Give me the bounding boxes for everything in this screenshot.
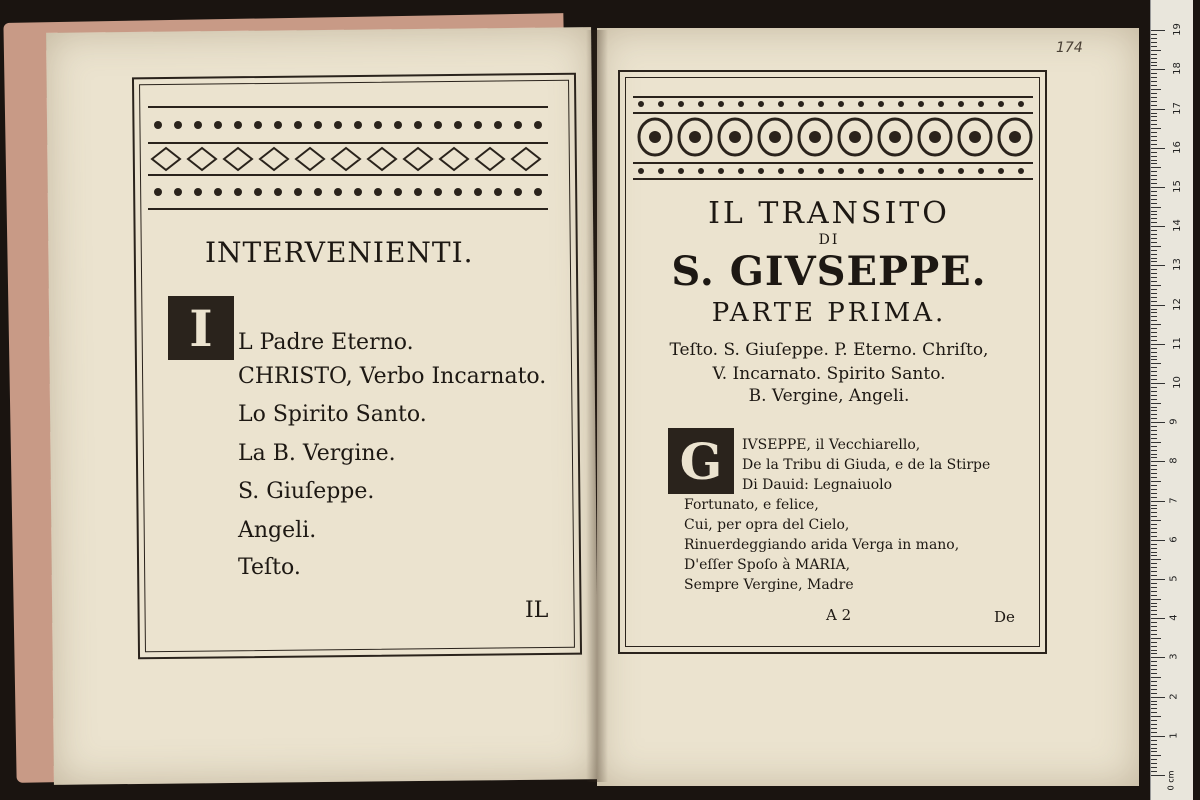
ruler-tick — [1151, 285, 1161, 286]
ruler-tick — [1151, 689, 1157, 690]
ruler-tick — [1151, 336, 1157, 337]
ruler-tick — [1151, 277, 1157, 278]
ruler-tick — [1151, 399, 1157, 400]
ruler-tick — [1151, 332, 1157, 333]
ruler-tick — [1151, 559, 1161, 560]
ruler-tick — [1151, 352, 1157, 353]
ruler-tick — [1151, 54, 1157, 55]
ruler-tick — [1151, 265, 1165, 266]
ruler-tick — [1151, 587, 1157, 588]
title-line-3: S. GIVSEPPE. — [671, 248, 987, 295]
ruler-tick — [1151, 113, 1157, 114]
verse-line: IVSEPPE, il Vecchiarello, — [742, 437, 921, 453]
ruler-number: 15 — [1171, 180, 1183, 193]
ruler-number: 5 — [1168, 575, 1180, 582]
ruler-tick — [1151, 442, 1161, 443]
ruler-tick — [1151, 485, 1157, 486]
ruler-number: 7 — [1168, 496, 1180, 504]
ruler-tick — [1151, 312, 1157, 313]
ruler-tick — [1151, 775, 1165, 776]
ruler-tick — [1151, 371, 1157, 372]
ruler-tick — [1151, 489, 1157, 490]
verse-line: De la Tribu di Giuda, e de la Stirpe — [742, 457, 991, 473]
ruler-tick — [1151, 58, 1157, 59]
ruler-tick — [1151, 638, 1161, 639]
ruler-tick — [1151, 93, 1157, 94]
ruler-tick — [1151, 712, 1157, 713]
ruler-tick — [1151, 610, 1157, 611]
ruler-tick — [1151, 508, 1157, 509]
ruler-tick — [1151, 555, 1157, 556]
ruler-tick — [1151, 214, 1157, 215]
ruler-tick — [1151, 50, 1161, 51]
ruler-tick — [1151, 42, 1157, 43]
ruler-tick — [1151, 140, 1157, 141]
ruler-tick — [1151, 426, 1157, 427]
ruler-tick — [1151, 207, 1161, 208]
ruler-tick — [1151, 634, 1157, 635]
verse-line: Sempre Vergine, Madre — [684, 577, 854, 593]
ruler-tick — [1151, 89, 1161, 90]
ruler-tick — [1151, 195, 1157, 196]
ruler-tick — [1151, 540, 1165, 541]
ruler-tick — [1151, 673, 1157, 674]
ruler-tick — [1151, 744, 1157, 745]
ruler-tick — [1151, 520, 1161, 521]
ruler-tick — [1151, 30, 1165, 31]
ruler-tick — [1151, 724, 1157, 725]
cast-list-item: CHRISTO, Verbo Incarnato. — [238, 364, 547, 389]
verse-line: Di Dauid: Legnaiuolo — [742, 477, 893, 493]
ruler-tick — [1151, 763, 1157, 764]
cast-list-item: Lo Spirito Santo. — [238, 402, 427, 427]
ruler-tick — [1151, 414, 1157, 415]
ruler-tick — [1151, 516, 1157, 517]
title-line-4: PARTE PRIMA. — [711, 298, 947, 328]
ruler-tick — [1151, 418, 1157, 419]
right-catchword: De — [994, 608, 1015, 626]
ruler-tick — [1151, 642, 1157, 643]
folio-number: 174 — [1056, 40, 1083, 56]
ruler-tick — [1151, 340, 1157, 341]
scene-cast-line-3: B. Vergine, Angeli. — [748, 386, 910, 406]
ruler-tick — [1151, 571, 1157, 572]
ruler-tick — [1151, 297, 1157, 298]
ruler-tick — [1151, 422, 1165, 423]
ruler-tick — [1151, 81, 1157, 82]
ruler-tick — [1151, 324, 1161, 325]
ruler-tick — [1151, 273, 1157, 274]
book-gutter — [586, 30, 608, 782]
ruler-tick — [1151, 183, 1157, 184]
ruler-tick — [1151, 457, 1157, 458]
ruler-tick — [1151, 356, 1157, 357]
ruler-number: 4 — [1168, 614, 1180, 621]
left-ornament-band — [148, 98, 548, 214]
ruler-tick — [1151, 379, 1157, 380]
ruler-tick — [1151, 116, 1157, 117]
ruler-tick — [1151, 465, 1157, 466]
title-line-1: IL TRANSITO — [708, 196, 950, 231]
ruler-tick — [1151, 38, 1157, 39]
ruler-number: 1 — [1168, 732, 1180, 739]
ruler-number: 18 — [1171, 62, 1183, 76]
ruler-tick — [1151, 97, 1157, 98]
ruler-tick — [1151, 363, 1161, 364]
ruler-tick — [1151, 736, 1165, 737]
ruler-tick — [1151, 230, 1157, 231]
ruler-number: 13 — [1171, 258, 1183, 272]
cast-list-item: S. Giuſeppe. — [238, 479, 375, 504]
ruler-tick — [1151, 481, 1161, 482]
ruler-tick — [1151, 461, 1165, 462]
ruler-tick — [1151, 301, 1157, 302]
ruler-tick — [1151, 281, 1157, 282]
ruler-tick — [1151, 501, 1165, 502]
ruler-number: 8 — [1168, 457, 1180, 465]
ruler-tick — [1151, 105, 1157, 106]
ruler-tick — [1151, 438, 1157, 439]
ruler-tick — [1151, 473, 1157, 474]
ruler-tick — [1151, 258, 1157, 259]
scene-cast-line-2: V. Incarnato. Spirito Santo. — [712, 364, 946, 384]
ruler-tick — [1151, 179, 1157, 180]
ruler-tick — [1151, 748, 1157, 749]
ruler-tick — [1151, 62, 1157, 63]
ruler-tick — [1151, 548, 1157, 549]
right-drop-cap: G — [668, 428, 734, 494]
ruler-tick — [1151, 704, 1157, 705]
ruler-tick — [1151, 693, 1157, 694]
ruler-tick — [1151, 677, 1161, 678]
ruler-tick — [1151, 191, 1157, 192]
ruler-tick — [1151, 446, 1157, 447]
ruler-tick — [1151, 171, 1157, 172]
ruler-tick — [1151, 152, 1157, 153]
ruler-tick — [1151, 661, 1157, 662]
verse-line: Fortunato, e felice, — [684, 497, 819, 513]
ruler-tick — [1151, 567, 1157, 568]
ruler-tick — [1151, 720, 1157, 721]
cast-list-item: Angeli. — [238, 518, 317, 543]
ruler-tick — [1151, 144, 1157, 145]
ruler-number: 9 — [1168, 418, 1180, 425]
title-line-2: DI — [818, 232, 840, 248]
ruler-tick — [1151, 728, 1157, 729]
ruler-tick — [1151, 563, 1157, 564]
ruler-tick — [1151, 434, 1157, 435]
ruler-tick — [1151, 732, 1157, 733]
ruler-tick — [1151, 46, 1157, 47]
ruler-tick — [1151, 630, 1157, 631]
ruler-tick — [1151, 685, 1157, 686]
ruler-tick — [1151, 759, 1157, 760]
ruler-tick — [1151, 583, 1157, 584]
ruler-tick — [1151, 391, 1157, 392]
ruler-tick — [1151, 238, 1157, 239]
ruler-tick — [1151, 359, 1157, 360]
ruler-tick — [1151, 536, 1157, 537]
ruler-tick — [1151, 226, 1165, 227]
verse-line: D'eſſer Spoſo à MARIA, — [684, 557, 851, 573]
ruler-tick — [1151, 269, 1157, 270]
cast-list-item: L Padre Eterno. — [238, 330, 414, 355]
ruler-tick — [1151, 367, 1157, 368]
scene-cast-line-1: Teſto. S. Giuſeppe. P. Eterno. Chriſto, — [669, 340, 989, 360]
ruler-tick — [1151, 740, 1157, 741]
ruler-number: 14 — [1171, 219, 1183, 233]
ruler-tick — [1151, 646, 1157, 647]
ruler-tick — [1151, 603, 1157, 604]
ruler-tick — [1151, 160, 1157, 161]
ruler-tick — [1151, 175, 1157, 176]
ruler-tick — [1151, 505, 1157, 506]
ruler-number: 12 — [1171, 297, 1183, 311]
ruler-tick — [1151, 771, 1157, 772]
ruler-tick — [1151, 375, 1157, 376]
ruler-tick — [1151, 410, 1157, 411]
ruler-tick — [1151, 653, 1157, 654]
verse-line: Rinuerdeggiando arida Verga in mano, — [684, 537, 960, 553]
ruler-tick — [1151, 246, 1161, 247]
ruler-tick — [1151, 497, 1157, 498]
ruler-tick — [1151, 395, 1157, 396]
ruler-tick — [1151, 599, 1161, 600]
ruler-tick — [1151, 85, 1157, 86]
ruler-tick — [1151, 622, 1157, 623]
ruler-tick — [1151, 293, 1157, 294]
ruler-tick — [1151, 430, 1157, 431]
ruler-tick — [1151, 450, 1157, 451]
ruler-number: 10 — [1171, 376, 1183, 389]
ruler-tick — [1151, 626, 1157, 627]
ruler-tick — [1151, 579, 1165, 580]
ruler-tick — [1151, 383, 1165, 384]
signature-mark: A 2 — [826, 606, 852, 624]
ruler-tick — [1151, 73, 1157, 74]
ruler-unit-label: 0 cm — [1166, 770, 1176, 791]
ruler-tick — [1151, 69, 1165, 70]
ruler-tick — [1151, 187, 1165, 188]
ruler-tick — [1151, 669, 1157, 670]
ruler-tick — [1151, 34, 1157, 35]
ruler-tick — [1151, 163, 1157, 164]
ruler-tick — [1151, 524, 1157, 525]
ruler-tick — [1151, 469, 1157, 470]
ruler-tick — [1151, 289, 1157, 290]
ruler-tick — [1151, 650, 1157, 651]
ruler-tick — [1151, 199, 1157, 200]
ruler-tick — [1151, 218, 1157, 219]
verse-line: Cui, per opra del Cielo, — [684, 517, 850, 533]
ruler-tick — [1151, 716, 1161, 717]
ruler-tick — [1151, 701, 1157, 702]
ruler-tick — [1151, 657, 1165, 658]
ruler-tick — [1151, 614, 1157, 615]
left-drop-cap: I — [168, 296, 234, 360]
ruler-tick — [1151, 387, 1157, 388]
ruler-tick — [1151, 211, 1157, 212]
ruler-tick — [1151, 328, 1157, 329]
ruler-number: 11 — [1171, 336, 1183, 350]
ruler-tick — [1151, 552, 1157, 553]
ruler-tick — [1151, 101, 1157, 102]
ruler-tick — [1151, 708, 1157, 709]
ruler-tick — [1151, 767, 1157, 768]
ruler-tick — [1151, 532, 1157, 533]
ruler-tick — [1151, 309, 1157, 310]
ruler-tick — [1151, 109, 1165, 110]
ruler-tick — [1151, 697, 1165, 698]
ruler-tick — [1151, 128, 1161, 129]
ruler-number: 6 — [1168, 536, 1180, 543]
ruler-tick — [1151, 320, 1157, 321]
ruler-tick — [1151, 665, 1157, 666]
ruler-tick — [1151, 618, 1165, 619]
left-catchword: IL — [525, 598, 549, 623]
ruler-number: 3 — [1168, 653, 1180, 661]
ruler-tick — [1151, 348, 1157, 349]
ruler-tick — [1151, 755, 1161, 756]
ruler-tick — [1151, 751, 1157, 752]
ruler-tick — [1151, 591, 1157, 592]
ruler-tick — [1151, 403, 1161, 404]
ruler-tick — [1151, 132, 1157, 133]
ruler-tick — [1151, 65, 1157, 66]
ruler-tick — [1151, 242, 1157, 243]
cast-list-item: La B. Vergine. — [238, 441, 396, 466]
ruler-tick — [1151, 544, 1157, 545]
ruler-tick — [1151, 77, 1157, 78]
ruler-tick — [1151, 148, 1165, 149]
ruler-number: 16 — [1171, 140, 1183, 154]
ruler-number: 17 — [1171, 101, 1183, 115]
ruler-tick — [1151, 454, 1157, 455]
ruler-tick — [1151, 575, 1157, 576]
ruler-tick — [1151, 136, 1157, 137]
ruler-tick — [1151, 305, 1165, 306]
left-page-heading: INTERVENIENTI. — [205, 236, 474, 269]
ruler-tick — [1151, 254, 1157, 255]
ruler-tick — [1151, 528, 1157, 529]
ruler-tick — [1151, 203, 1157, 204]
ruler-tick — [1151, 234, 1157, 235]
ruler-tick — [1151, 222, 1157, 223]
ruler-tick — [1151, 606, 1157, 607]
ruler-tick — [1151, 344, 1165, 345]
ruler-tick — [1151, 120, 1157, 121]
ruler-tick — [1151, 512, 1157, 513]
cast-list-item: Teſto. — [238, 555, 301, 580]
ruler-tick — [1151, 250, 1157, 251]
ruler-tick — [1151, 156, 1157, 157]
ruler-tick — [1151, 477, 1157, 478]
ruler-tick — [1151, 124, 1157, 125]
measurement-ruler — [1150, 0, 1193, 800]
ruler-tick — [1151, 261, 1157, 262]
ruler-number: 2 — [1168, 692, 1180, 700]
ruler-tick — [1151, 493, 1157, 494]
title-block — [634, 0, 1024, 406]
ruler-tick — [1151, 407, 1157, 408]
ruler-number: 19 — [1171, 23, 1183, 37]
ruler-tick — [1151, 681, 1157, 682]
ruler-tick — [1151, 595, 1157, 596]
ruler-tick — [1151, 167, 1161, 168]
ruler-tick — [1151, 316, 1157, 317]
